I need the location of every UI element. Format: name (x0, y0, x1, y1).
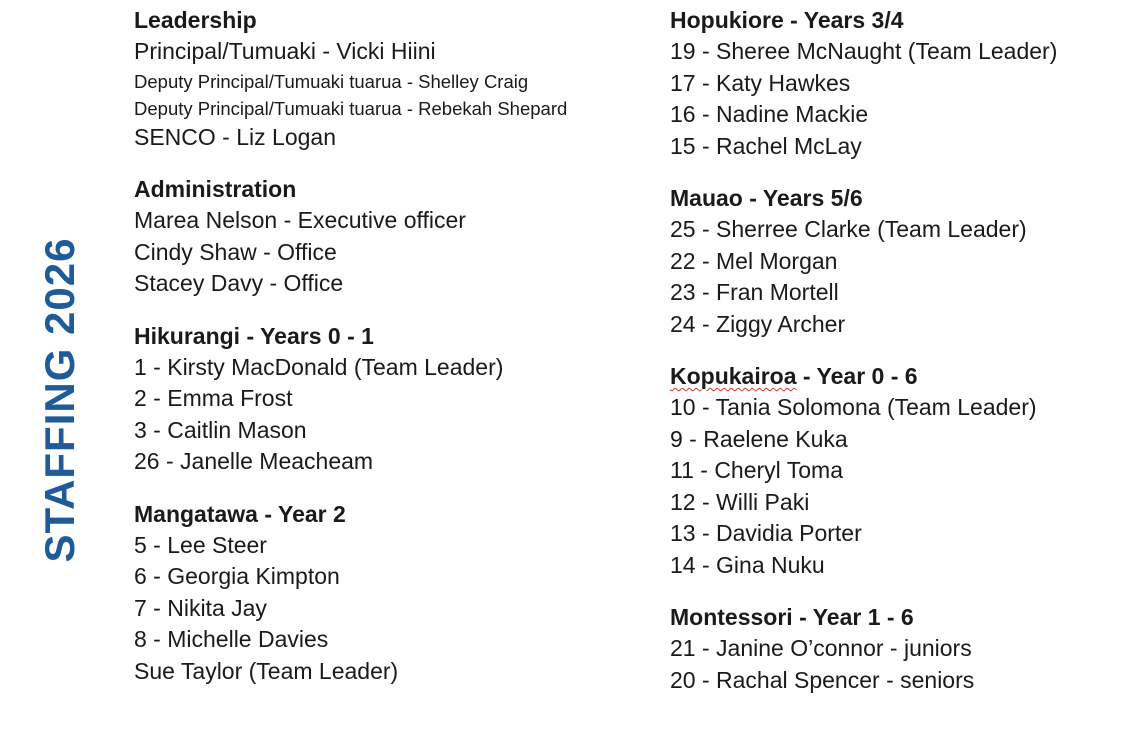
staff-item: 15 - Rachel McLay (670, 132, 862, 159)
section-heading: Montessori - Year 1 - 6 (670, 604, 914, 630)
heading-rest: - Year 0 - 6 (796, 363, 918, 389)
section-heading: Hikurangi - Years 0 - 1 (134, 322, 374, 349)
staff-item: 24 - Ziggy Archer (670, 310, 846, 337)
staff-item: 9 - Raelene Kuka (670, 425, 848, 452)
staff-item: 21 - Janine O’connor - juniors (670, 635, 972, 661)
staff-item: Marea Nelson - Executive officer (134, 207, 466, 233)
staff-item: Deputy Principal/Tumuaki tuarua - Rebekah Shepard (134, 97, 568, 119)
section-heading (670, 360, 1115, 392)
section-heading: Mangatawa - Year 2 (134, 500, 346, 527)
staff-item: 25 - Sherree Clarke (Team Leader) (670, 216, 1027, 242)
staff-item: 26 - Janelle Meacheam (134, 448, 374, 474)
left-column (134, 4, 644, 707)
staff-item: Principal/Tumuaki - Vicki Hiini (134, 38, 436, 64)
section-mangatawa (134, 498, 644, 688)
staff-item: SENCO - Liz Logan (134, 123, 336, 150)
staff-item: 2 - Emma Frost (134, 385, 293, 411)
staff-item: 1 - Kirsty MacDonald (Team Leader) (134, 353, 504, 380)
staff-item: 19 - Sheree McNaught (Team Leader) (670, 38, 1058, 64)
staff-item: 10 - Tania Solomona (Team Leader) (670, 394, 1037, 420)
right-column (670, 4, 1115, 716)
heading-word: Kopukairoa (670, 363, 797, 389)
staff-item: 20 - Rachal Spencer - seniors (670, 666, 975, 693)
staff-item: 11 - Cheryl Toma (670, 457, 843, 483)
section-heading: Administration (134, 176, 297, 202)
staff-item: 23 - Fran Mortell (670, 279, 839, 305)
staff-item: 22 - Mel Morgan (670, 247, 838, 274)
section-montessori (670, 601, 1115, 696)
section-hikurangi (134, 320, 644, 478)
staff-item: Cindy Shaw - Office (134, 238, 337, 265)
staff-item: 13 - Davidia Porter (670, 520, 862, 546)
section-heading: Hopukiore - Years 3/4 (670, 7, 904, 33)
staff-item: 17 - Katy Hawkes (670, 69, 851, 96)
staff-item: 7 - Nikita Jay (134, 594, 267, 621)
staff-item: Deputy Principal/Tumuaki tuarua - Shelley Craig (134, 70, 529, 92)
staff-item: 16 - Nadine Mackie (670, 101, 869, 127)
section-administration (134, 173, 644, 300)
staff-item: 14 - Gina Nuku (670, 551, 825, 578)
staff-item: 5 - Lee Steer (134, 531, 267, 558)
section-mauao (670, 182, 1115, 340)
page-title: STAFFING 2026 (36, 237, 83, 563)
staff-item: 6 - Georgia Kimpton (134, 563, 340, 589)
staff-item: 3 - Caitlin Mason (134, 416, 307, 443)
section-hopukiore (670, 4, 1115, 162)
section-heading: Leadership (134, 7, 257, 33)
staff-item: 12 - Willi Paki (670, 488, 810, 515)
section-leadership (134, 4, 644, 153)
staff-item: Sue Taylor (Team Leader) (134, 657, 399, 684)
staff-item: 8 - Michelle Davies (134, 626, 329, 652)
staff-item: Stacey Davy - Office (134, 270, 344, 296)
section-kopukairoa (670, 360, 1115, 581)
section-heading: Mauao - Years 5/6 (670, 185, 863, 211)
